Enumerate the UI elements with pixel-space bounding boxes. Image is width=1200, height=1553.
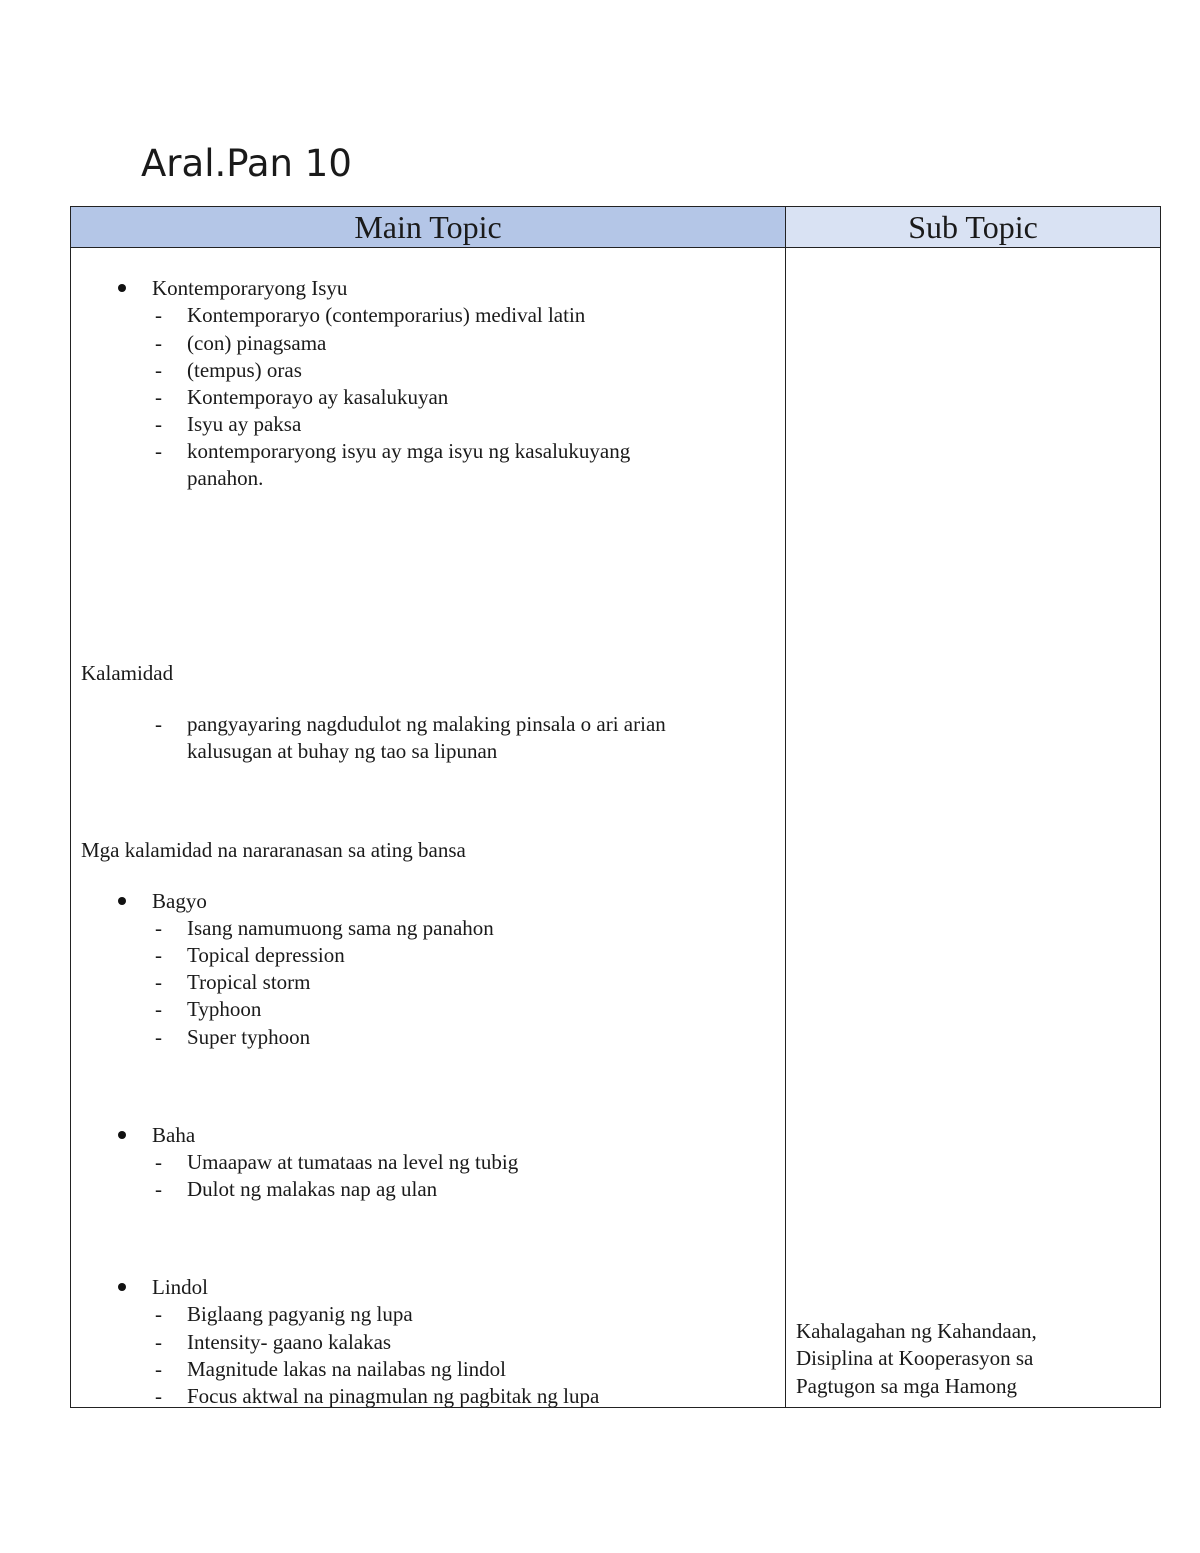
dash-icon: -	[155, 1384, 162, 1407]
list-item: Topical depression	[187, 943, 345, 967]
sub-topic-line: Pagtugon sa mga Hamong	[796, 1374, 1018, 1398]
topic-table	[70, 206, 1161, 1408]
list-item: Dulot ng malakas nap ag ulan	[187, 1177, 438, 1201]
heading-kalamidad: Kalamidad	[81, 661, 174, 685]
bullet-icon	[118, 1131, 126, 1139]
bullet-icon	[118, 897, 126, 905]
list-item: (tempus) oras	[187, 358, 302, 382]
dash-icon: -	[155, 1150, 162, 1174]
list-item: Typhoon	[187, 997, 262, 1021]
list-item: Intensity- gaano kalakas	[187, 1330, 392, 1354]
sub-topic-line: Disiplina at Kooperasyon sa	[796, 1346, 1034, 1370]
dash-icon: -	[155, 1330, 162, 1354]
header-main-topic: Main Topic	[71, 207, 786, 248]
dash-icon: -	[155, 712, 162, 736]
list-item-continuation: panahon.	[187, 466, 264, 490]
bullet-icon	[118, 1283, 126, 1291]
bullet-lindol: Lindol	[152, 1275, 208, 1299]
list-item: Kontemporaryo (contemporarius) medival latin	[187, 303, 586, 327]
dash-icon: -	[155, 997, 162, 1021]
list-item: (con) pinagsama	[187, 331, 327, 355]
list-item: Kontemporayo ay kasalukuyan	[187, 385, 449, 409]
list-item: Isyu ay paksa	[187, 412, 302, 436]
list-item: Umaapaw at tumataas na level ng tubig	[187, 1150, 519, 1174]
dash-icon: -	[155, 916, 162, 940]
dash-icon: -	[155, 439, 162, 463]
dash-icon: -	[155, 1025, 162, 1049]
dash-icon: -	[155, 303, 162, 327]
dash-icon: -	[155, 1177, 162, 1201]
dash-icon: -	[155, 358, 162, 382]
dash-icon: -	[155, 412, 162, 436]
list-item-continuation: kalusugan at buhay ng tao sa lipunan	[187, 739, 498, 763]
heading-mga-kalamidad: Mga kalamidad na nararanasan sa ating bansa	[81, 838, 466, 862]
bullet-bagyo: Bagyo	[152, 889, 207, 913]
list-item: Isang namumuong sama ng panahon	[187, 916, 494, 940]
sub-topic-cell	[786, 248, 1160, 1407]
sub-topic-line: Kahalagahan ng Kahandaan,	[796, 1319, 1037, 1343]
dash-icon: -	[155, 1302, 162, 1326]
bullet-baha: Baha	[152, 1123, 196, 1147]
list-item: pangyayaring nagdudulot ng malaking pinsala o ari arian	[187, 712, 666, 736]
list-item: Focus aktwal na pinagmulan ng pagbitak ng lupa	[187, 1384, 600, 1407]
dash-icon: -	[155, 1357, 162, 1381]
dash-icon: -	[155, 331, 162, 355]
bullet-kontemporaryong-isyu: Kontemporaryong Isyu	[152, 276, 348, 300]
dash-icon: -	[155, 943, 162, 967]
list-item: kontemporaryong isyu ay mga isyu ng kasalukuyang	[187, 439, 631, 463]
dash-icon: -	[155, 970, 162, 994]
list-item: Super typhoon	[187, 1025, 311, 1049]
header-sub-topic: Sub Topic	[786, 207, 1160, 248]
list-item: Magnitude lakas na nailabas ng lindol	[187, 1357, 507, 1381]
main-topic-cell	[71, 248, 785, 1407]
list-item: Biglaang pagyanig ng lupa	[187, 1302, 413, 1326]
list-item: Tropical storm	[187, 970, 311, 994]
dash-icon: -	[155, 385, 162, 409]
bullet-icon	[118, 284, 126, 292]
page-title: Aral.Pan 10	[141, 142, 352, 185]
